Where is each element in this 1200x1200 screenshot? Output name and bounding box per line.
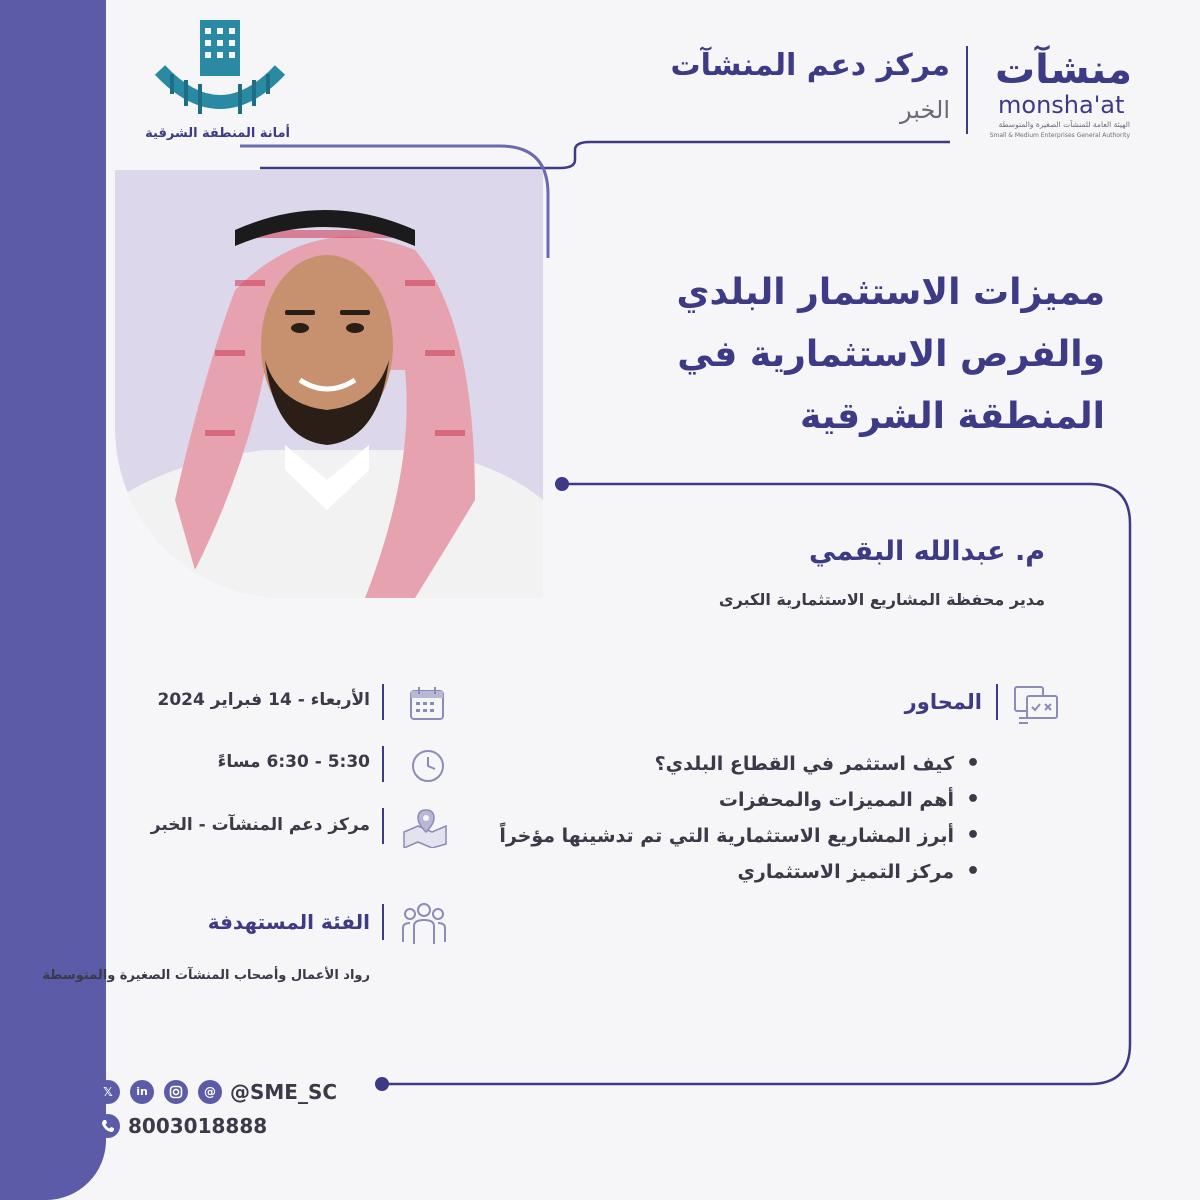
speaker-photo <box>115 170 543 598</box>
monshaat-arabic: منشآت <box>994 47 1132 93</box>
event-title-line1: مميزات الاستثمار البلدي <box>676 272 1105 313</box>
event-time: 5:30 - 6:30 مساءً <box>217 752 370 772</box>
calendar-icon <box>408 684 446 726</box>
linkedin-icon[interactable]: in <box>130 1080 154 1104</box>
speaker-photo-frame <box>115 170 543 598</box>
threads-icon[interactable]: @ <box>198 1080 222 1104</box>
amanah-logo <box>145 14 290 148</box>
header-separator <box>966 46 968 134</box>
audience-separator <box>382 904 384 940</box>
social-links <box>96 1080 336 1104</box>
amanah-label: أمانة المنطقة الشرقية <box>145 126 290 141</box>
social-handle[interactable]: @SME_SC <box>230 1080 338 1104</box>
monshaat-tagline-ar: الهيئة العامة للمنشآت الصغيرة والمتوسطة <box>998 120 1130 129</box>
phone-number[interactable]: 8003018888 <box>128 1114 268 1138</box>
topics-heading: المحاور <box>904 690 982 714</box>
date-separator <box>382 684 384 720</box>
event-title <box>585 262 1105 448</box>
topic-item: • مركز التميز الاستثماري <box>382 854 982 890</box>
monshaat-latin: monsha'at <box>998 91 1125 119</box>
topic-item: • أبرز المشاريع الاستثمارية التي تم تدشينها مؤخراً <box>382 818 982 854</box>
event-date: الأربعاء - 14 فبراير 2024 <box>157 690 370 710</box>
instagram-icon[interactable] <box>164 1080 188 1104</box>
outline-dot-bottom <box>375 1077 389 1091</box>
monshaat-logo <box>990 48 1140 148</box>
phone-contact <box>96 1114 296 1138</box>
phone-icon[interactable] <box>96 1114 120 1138</box>
topic-item: • كيف استثمر في القطاع البلدي؟ <box>382 746 982 782</box>
message-board-icon <box>1012 684 1060 730</box>
center-city: الخبر <box>900 96 950 124</box>
amanah-emblem-icon <box>150 14 290 126</box>
people-icon <box>400 900 448 950</box>
speaker-name: م. عبدالله البقمي <box>809 536 1045 567</box>
event-location: مركز دعم المنشآت - الخبر <box>150 815 370 835</box>
topics-list <box>382 746 982 890</box>
topics-separator <box>996 684 998 720</box>
x-icon[interactable]: 𝕏 <box>96 1080 120 1104</box>
speaker-role: مدير محفظة المشاريع الاستثمارية الكبرى <box>718 590 1045 609</box>
outline-dot-top <box>555 477 569 491</box>
audience-heading: الفئة المستهدفة <box>207 910 370 934</box>
center-title: مركز دعم المنشآت <box>670 48 950 83</box>
event-title-line3: المنطقة الشرقية <box>799 396 1105 437</box>
monshaat-tagline-en: Small & Medium Enterprises General Authority <box>989 132 1130 139</box>
audience-text: رواد الأعمال وأصحاب المنشآت الصغيرة والمتوسطة <box>42 968 370 983</box>
event-title-line2: والفرص الاستثمارية في <box>677 334 1105 375</box>
topic-item: • أهم المميزات والمحفزات <box>382 782 982 818</box>
